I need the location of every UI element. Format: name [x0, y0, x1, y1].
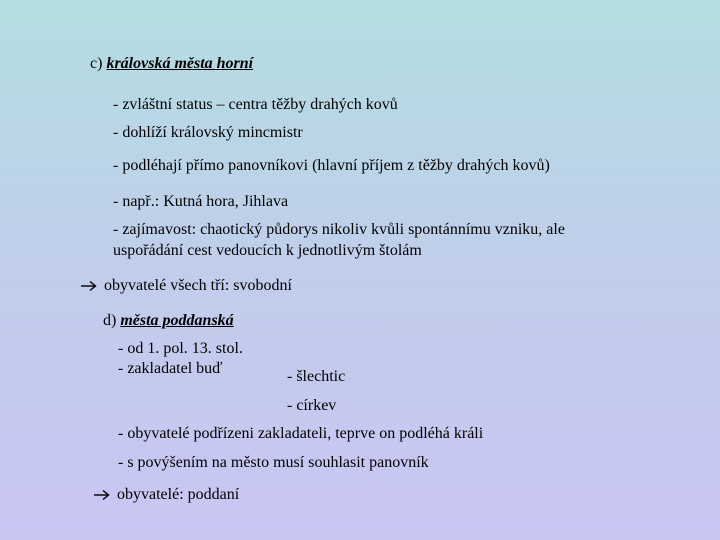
section-c-title: královská města horní — [106, 55, 254, 72]
list-item: - od 1. pol. 13. stol. — [118, 340, 243, 357]
section-c-heading — [90, 54, 253, 74]
list-item: - obyvatelé podřízeni zakladateli, teprve on podléhá králi — [118, 425, 484, 442]
list-item: - zajímavost: chaotický půdorys nikoliv kvůli spontánnímu vzniku, ale — [113, 221, 565, 238]
section-c-prefix: c) — [90, 55, 103, 72]
arrow-right-icon — [80, 280, 98, 292]
section-d-heading — [103, 311, 234, 331]
list-item: - dohlíží královský mincmistr — [113, 124, 303, 141]
section-d-conclusion — [93, 485, 239, 505]
list-item: - zakladatel buď — [118, 360, 223, 377]
list-item: - s povýšením na město musí souhlasit panovník — [118, 454, 429, 471]
list-item: - podléhají přímo panovníkovi (hlavní příjem z těžby drahých kovů) — [113, 157, 550, 174]
section-d-title: města poddanská — [120, 312, 234, 329]
section-d-prefix: d) — [103, 312, 117, 329]
section-c-conclusion — [80, 276, 292, 296]
list-item: - např.: Kutná hora, Jihlava — [113, 193, 289, 210]
list-item: - šlechtic — [287, 368, 346, 385]
list-item: - církev — [287, 397, 337, 414]
list-item: uspořádání cest vedoucích k jednotlivým štolám — [113, 242, 422, 259]
list-item: - zvláštní status – centra těžby drahých kovů — [113, 96, 398, 113]
conclusion-text: obyvatelé všech tří: svobodní — [104, 277, 292, 294]
arrow-right-icon — [93, 489, 111, 501]
conclusion-text: obyvatelé: poddaní — [117, 486, 240, 503]
